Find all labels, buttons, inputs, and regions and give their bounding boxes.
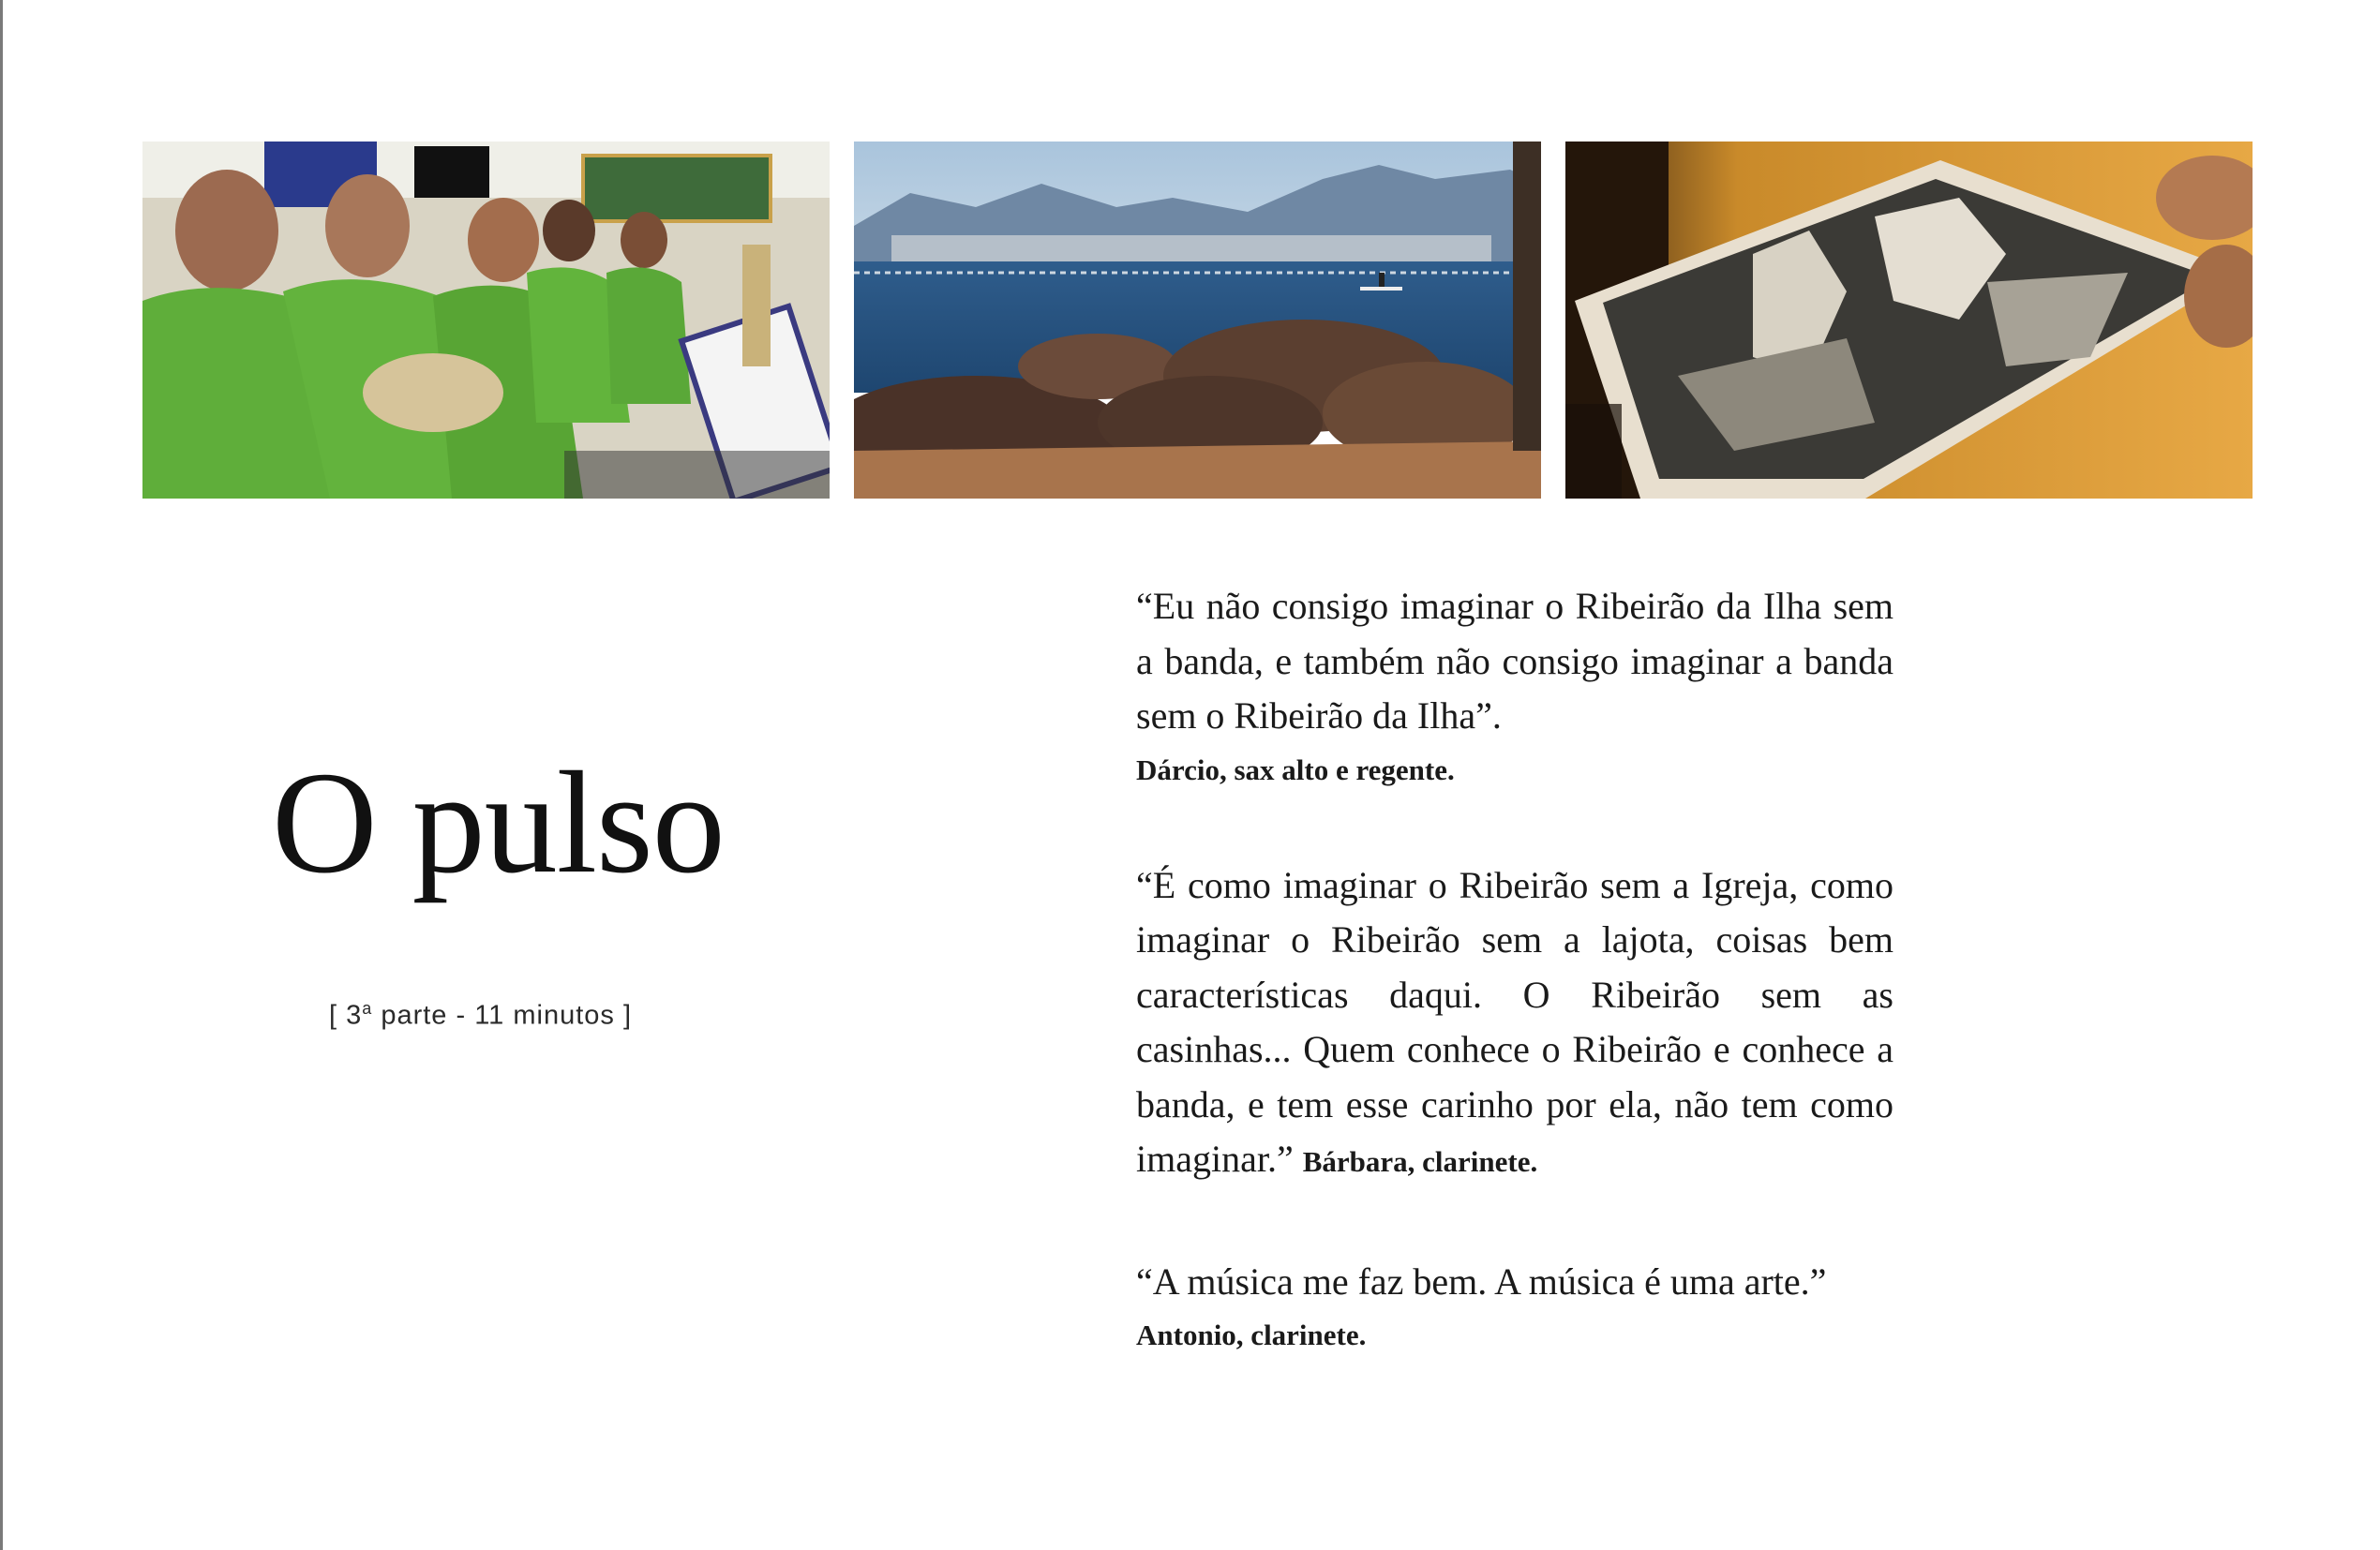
part-duration-label [329,999,632,1032]
old-postcard-photo [1565,142,2253,499]
quote-author: Antonio, clarinete. [1136,1319,1367,1351]
quote-author: Bárbara, clarinete. [1302,1145,1538,1178]
part-suffix: parte - 11 minutos ] [372,1000,633,1031]
page-edge-line [0,0,3,1550]
page-title: O pulso [272,741,725,903]
part-prefix: [ 3 [329,1000,363,1031]
quote-author: Dárcio, sax alto e regente. [1136,753,1455,786]
quote-text: “É como imaginar o Ribeirão sem a Igreja, como imaginar o Ribeirão sem a lajota, coisas bem características daqui. O Ribeirão sem as casinhas... Quem conhece o Ribeirão e conhece a banda, e tem esse carinho por ela, não tem como imaginar.” [1136,863,1894,1180]
quote-block-3 [1136,1255,1894,1357]
quotes-column [1136,579,1894,1356]
band-rehearsal-photo [142,142,830,499]
quote-block-2 [1136,858,1894,1187]
quote-block-1 [1136,579,1894,791]
quote-text: “A música me faz bem. A música é uma arte.” [1136,1259,1827,1303]
spacer [1136,1187,1894,1255]
quote-text: “Eu não consigo imaginar o Ribeirão da Ilha sem a banda, e também não consigo imaginar a banda sem o Ribeirão da Ilha”. [1136,585,1894,737]
spacer [1136,791,1894,858]
beach-rocks-photo [854,142,1541,499]
part-ordinal: a [362,999,373,1018]
quote-text-with-author [1136,858,1894,1187]
